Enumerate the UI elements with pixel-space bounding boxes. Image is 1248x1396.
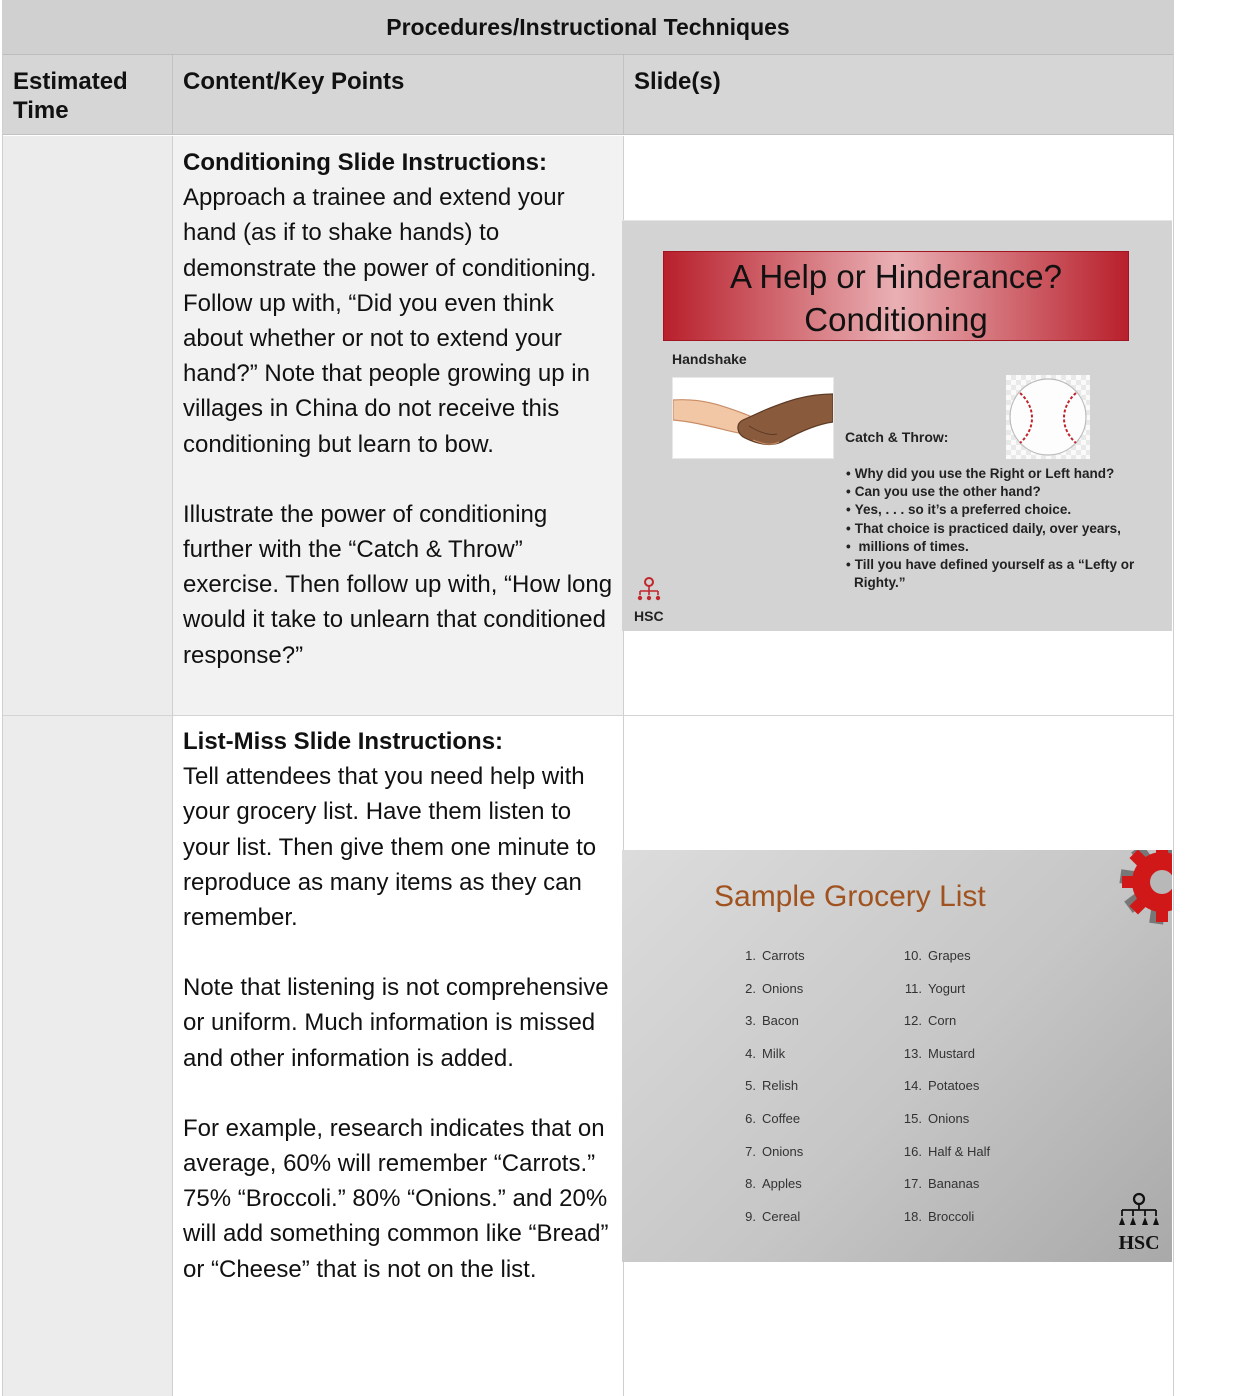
list-item: 14. Potatoes (903, 1078, 980, 1094)
slide1-bullet: • millions of times. (844, 538, 1154, 556)
row2-paragraph-1: Tell attendees that you need help with your grocery list. Have them listen to your list. Then give them one minute to reproduce as many items as they can remember. (183, 763, 597, 932)
list-item: 16. Half & Half (903, 1143, 991, 1159)
row2-paragraph-3: For example, research indicates that on average, 60% will remember “Carrots.” 75% “Broccoli.” 80% “Onions.” and 20% will add something common like “Bread” or “Cheese” that is not on the list. (183, 1114, 609, 1283)
header-content-key-points: Content/Key Points (172, 55, 623, 135)
conditioning-slide (622, 220, 1172, 631)
slide2-hsc-logo (1116, 1192, 1162, 1253)
handshake-image (672, 377, 834, 459)
slide1-hsc-logo (634, 577, 664, 624)
header-estimated-time: Estimated Time (3, 55, 172, 135)
row1-time-cell (3, 136, 172, 715)
org-chart-icon (1116, 1192, 1162, 1228)
list-item: 18. Broccoli (903, 1208, 975, 1224)
list-item: 10. Grapes (903, 948, 971, 963)
grocery-list-left (734, 948, 805, 1241)
row2-time-cell (3, 715, 172, 1396)
slide1-bullet: • Why did you use the Right or Left hand? (844, 465, 1154, 483)
list-item: 7. Onions (745, 1143, 804, 1159)
baseball-image (1006, 375, 1090, 459)
list-item: 13. Mustard (903, 1045, 975, 1061)
row1-paragraph-2: Illustrate the power of conditioning further with the “Catch & Throw” exercise. Then follow up with, “How long would it take to unlearn that conditioned response?” (183, 500, 613, 669)
list-item: 3. Bacon (745, 1013, 799, 1029)
list-item: 12. Corn (903, 1013, 957, 1029)
slide1-bullet: • Till you have defined yourself as a “Lefty or Righty.” (844, 556, 1154, 592)
table-title: Procedures/Instructional Techniques (3, 0, 1173, 55)
grocery-list-title: Sample Grocery List (714, 880, 986, 913)
list-item: 11. Yogurt (904, 980, 966, 996)
list-item: 17. Bananas (903, 1176, 980, 1192)
list-item: 15. Onions (903, 1110, 970, 1126)
row2-paragraph-2: Note that listening is not comprehensive or uniform. Much information is missed and other information is added. (183, 974, 609, 1072)
list-item: 4. Milk (745, 1045, 786, 1061)
slide1-logo-text: HSC (634, 608, 664, 624)
grocery-list-right (900, 948, 990, 1241)
slide2-logo-text: HSC (1118, 1232, 1160, 1254)
handshake-icon (673, 378, 833, 458)
list-item: 1. Carrots (745, 948, 805, 963)
slide1-bullet-list (844, 465, 1154, 592)
catch-throw-label: Catch & Throw: (845, 429, 949, 445)
list-item: 2. Onions (745, 980, 804, 996)
row1-heading: Conditioning Slide Instructions: (183, 149, 547, 176)
list-item: 5. Relish (745, 1078, 799, 1094)
slide1-bullet: • Can you use the other hand? (844, 483, 1154, 501)
gear-icon (1118, 850, 1172, 928)
row2-heading: List-Miss Slide Instructions: (183, 728, 504, 755)
baseball-icon (1006, 375, 1090, 459)
slide1-title-banner (663, 251, 1129, 341)
row2-content-cell (172, 715, 623, 1396)
org-chart-icon (636, 577, 662, 603)
handshake-label: Handshake (672, 351, 747, 367)
list-item: 6. Coffee (745, 1110, 801, 1126)
header-slides: Slide(s) (623, 55, 1173, 135)
list-item: 9. Cereal (745, 1208, 801, 1224)
row1-paragraph-1: Approach a trainee and extend your hand (as if to shake hands) to demonstrate the power of conditioning. Follow up with, “Did you even think about whether or not to extend your hand?” Note that people growing up in villages in China do not receive this conditioning but learn to bow. (183, 184, 597, 458)
slide1-title-line1: A Help or Hinderance? (729, 258, 1063, 295)
slide1-bullet: • Yes, . . . so it’s a preferred choice. (844, 501, 1154, 519)
slide1-bullet: • That choice is practiced daily, over years, (844, 520, 1154, 538)
list-item: 8. Apples (745, 1176, 802, 1192)
grocery-list-slide (622, 850, 1172, 1262)
row1-content-cell (172, 136, 623, 715)
slide1-title-line2: Conditioning (804, 301, 988, 338)
